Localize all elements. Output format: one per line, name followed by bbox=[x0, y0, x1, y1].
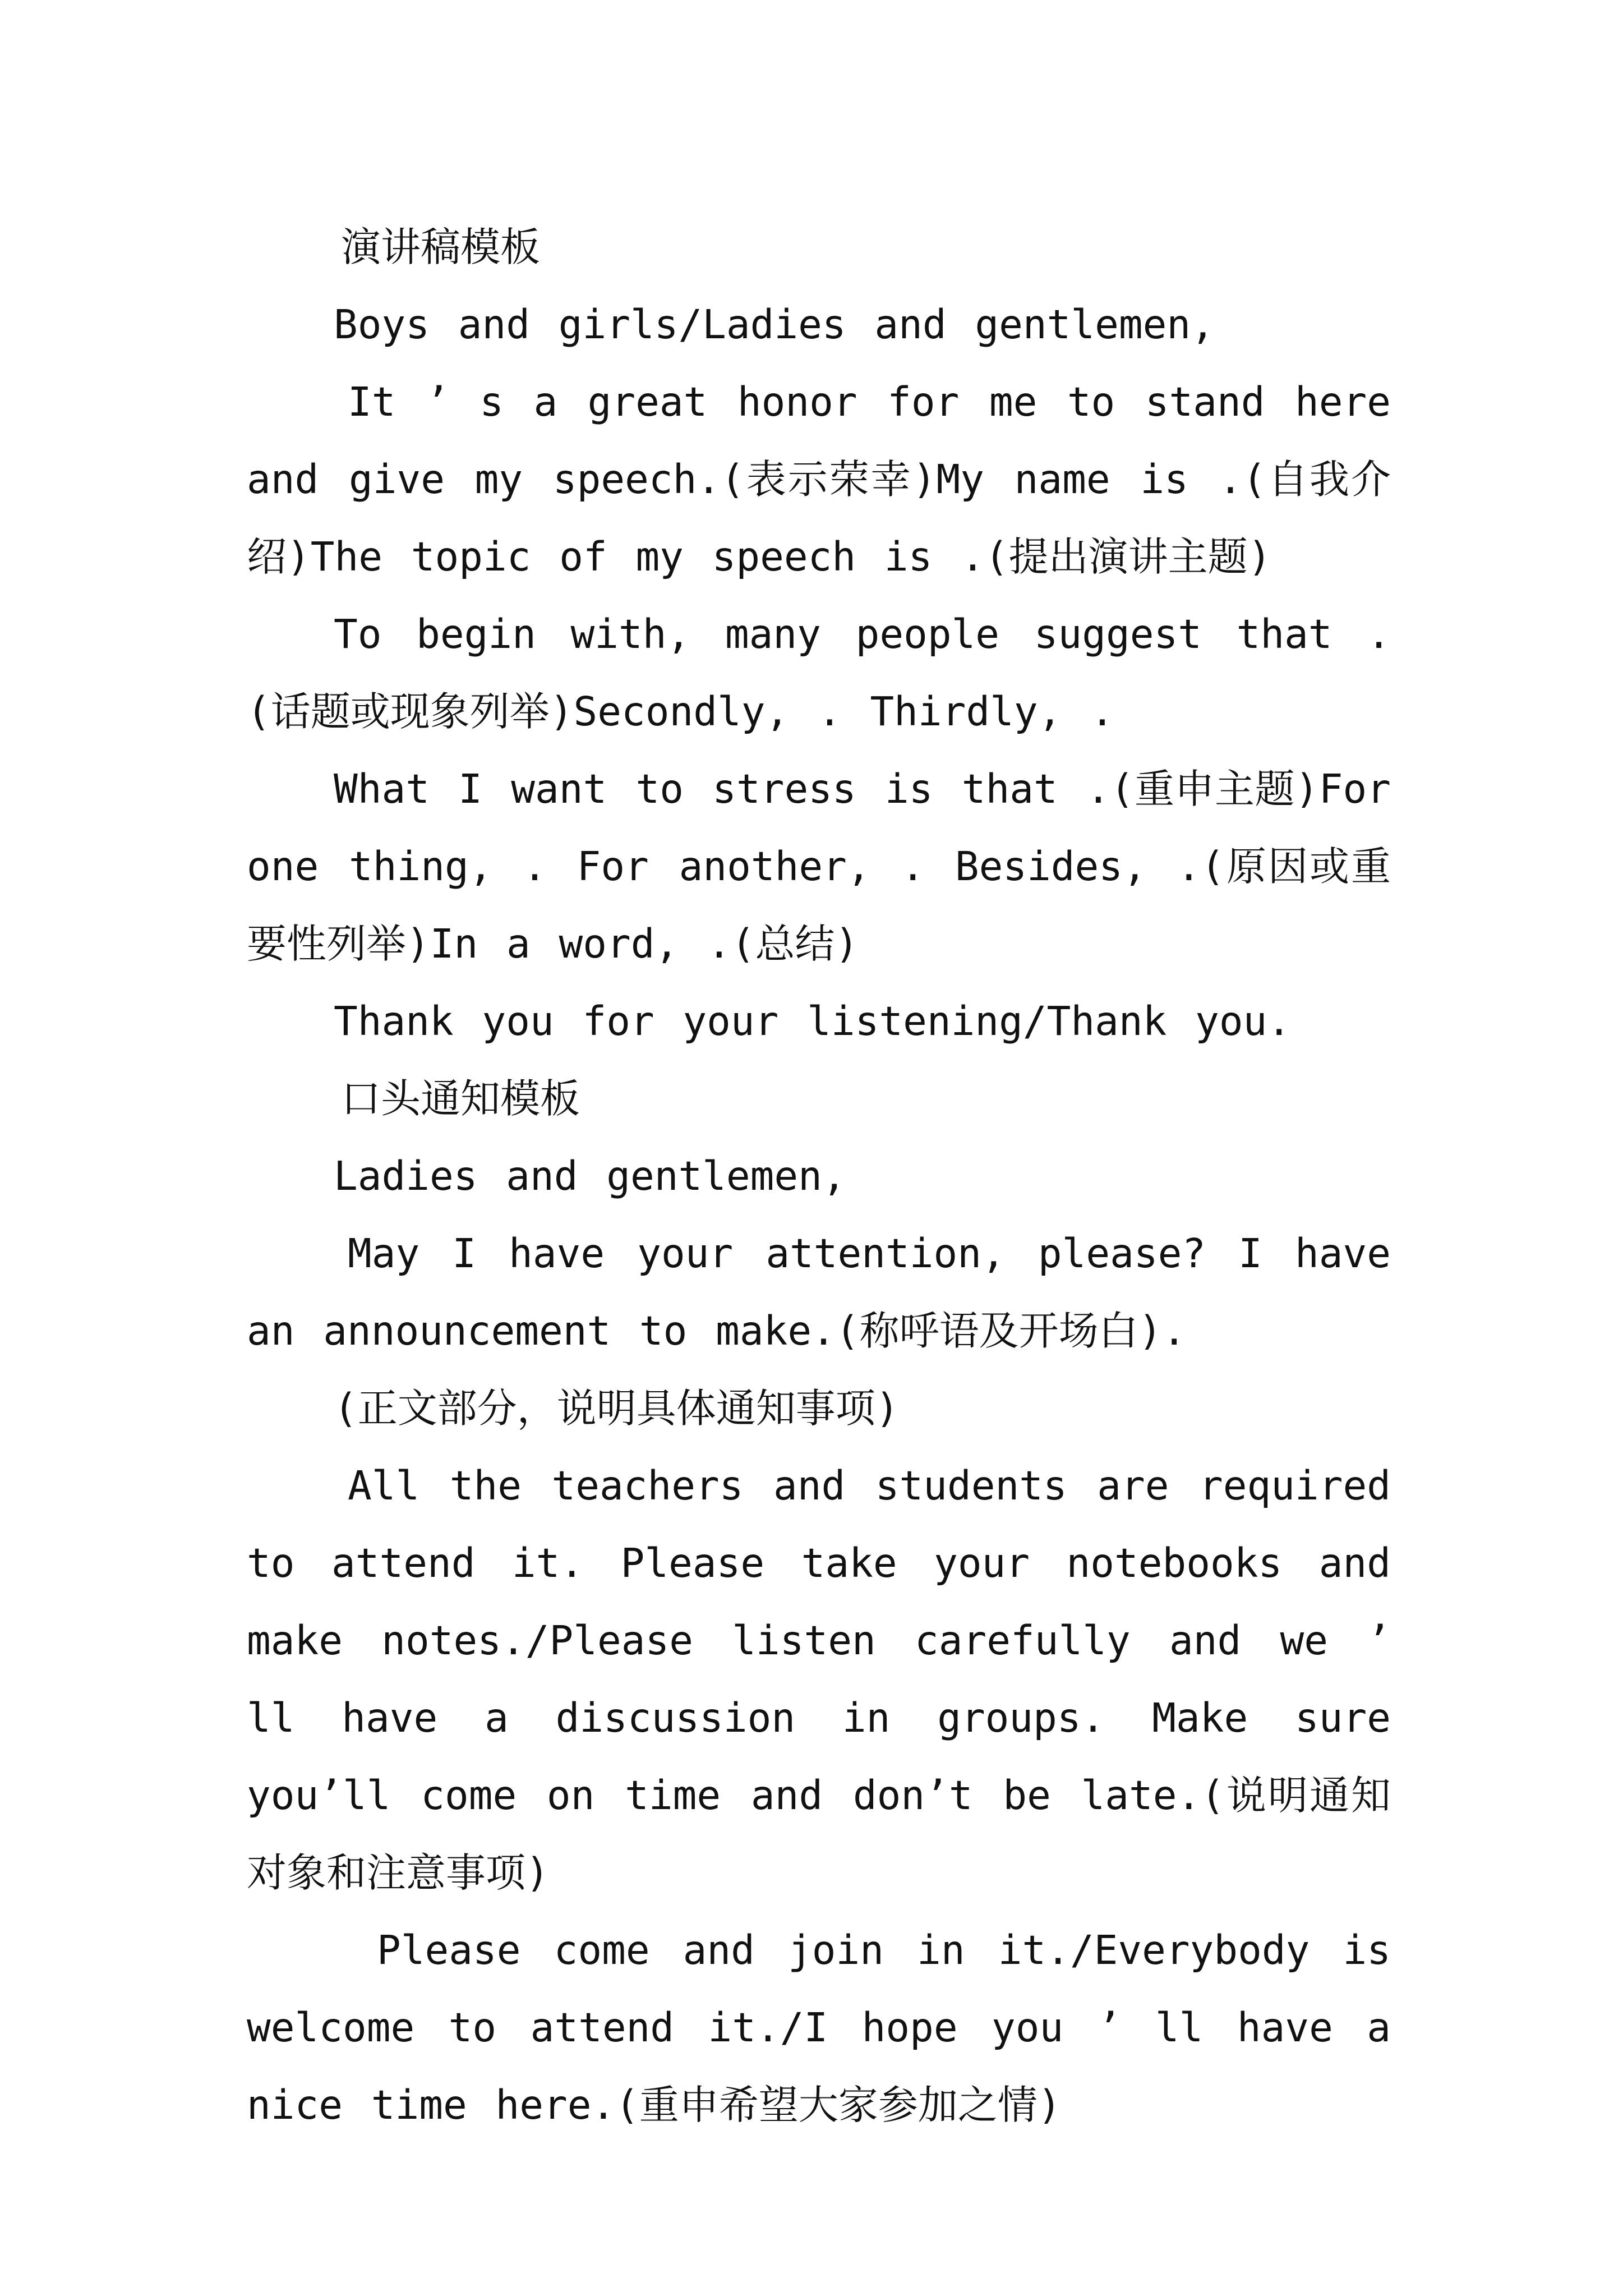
notice-opening-paragraph: May I have your attention, please? I have an announcement to make.(称呼语及开场白). bbox=[247, 1230, 1391, 1354]
speech-intro-paragraph: It ’ s a great honor for me to stand here and give my speech.(表示荣幸)My name is .(自我介绍)The topic of my speech is .(提出演讲主题) bbox=[247, 379, 1391, 580]
speech-body-paragraph-2: What I want to stress is that .(重申主题)For one thing, . For another, . Besides, .(原因或重要性列举)In a word, .(总结) bbox=[247, 766, 1391, 967]
speech-closing: Thank you for your listening/Thank you. bbox=[334, 998, 1292, 1045]
notice-template-title: 口头通知模板 bbox=[341, 1075, 580, 1122]
notice-closing-paragraph: Please come and join in it./Everybody is welcome to attend it./I hope you ’ ll have a nice time here.(重申希望大家参加之情) bbox=[247, 1927, 1391, 2128]
speech-template-title: 演讲稿模板 bbox=[341, 224, 541, 270]
document-body bbox=[247, 209, 1391, 2144]
notice-body-note: (正文部分，说明具体通知事项) bbox=[334, 1385, 900, 1432]
speech-salutation: Boys and girls/Ladies and gentlemen, bbox=[334, 301, 1215, 348]
notice-requirements-paragraph: All the teachers and students are required to attend it. Please take your notebooks and make notes./Please listen carefully and we ’ ll have a discussion in groups. Make sure you’ll come on time and don’t be late.(说明通知对象和注意事项) bbox=[247, 1462, 1391, 1896]
notice-salutation: Ladies and gentlemen, bbox=[334, 1153, 846, 1199]
speech-body-paragraph-1: To begin with, many people suggest that .(话题或现象列举)Secondly, . Thirdly, . bbox=[247, 611, 1391, 735]
